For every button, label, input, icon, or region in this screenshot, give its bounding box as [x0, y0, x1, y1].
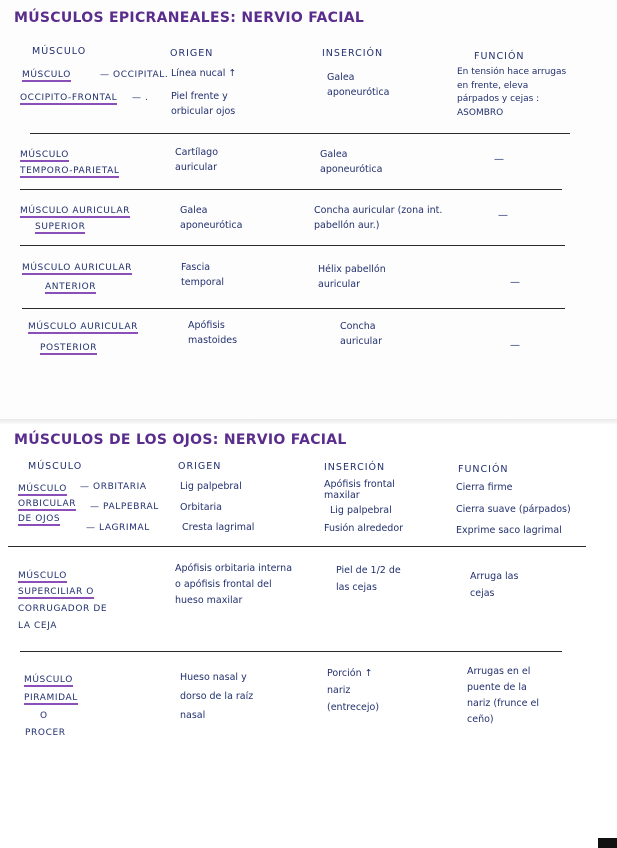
s2-row3-insertion: Porción ↑ nariz (entrecejo) — [327, 668, 380, 713]
s2-row1-origin-b: Orbitaria — [180, 502, 222, 513]
s2-row3-muscle-d: PROCER — [25, 728, 66, 738]
s2-row1-origin-a: Lig palpebral — [180, 481, 242, 492]
s2-row1-function-a: Cierra firme — [456, 482, 513, 493]
s2-row1-muscle-b: ORBICULAR — [18, 499, 77, 509]
s1-row2-insertion: Galea aponeurótica — [320, 149, 383, 175]
s2-row1-muscle-a: MÚSCULO — [18, 484, 67, 494]
s2-row1-insertion-a: Apófisis frontal maxilar — [324, 479, 395, 501]
scan-edge-mark — [598, 838, 617, 848]
s2-row1-branch-c: — LAGRIMAL — [86, 523, 150, 533]
s2-row2-origin: Apófisis orbitaria interna o apófisis frontal del hueso maxilar — [175, 563, 293, 606]
s1-row4-muscle-a: MÚSCULO AURICULAR — [22, 263, 132, 273]
s1-row5-origin: Apófisis mastoides — [188, 320, 238, 346]
section2-title — [14, 432, 347, 448]
s2-header-function: FUNCIÓN — [458, 464, 509, 475]
s1-row3-muscle-b: SUPERIOR — [35, 222, 86, 232]
section1-title-left: MÚSCULOS EPICRANEALES: — [14, 10, 237, 26]
s1-row1-function: En tensión hace arrugas en frente, eleva párpados y cejas : ASOMBRO — [457, 67, 567, 118]
s2-row2-divider — [20, 651, 562, 652]
s2-row3-muscle-c: O — [40, 711, 48, 721]
s2-row1-insertion-b: Lig palpebral — [330, 505, 392, 516]
s1-header-insertion: INSERCIÓN — [322, 48, 384, 59]
s1-row3-divider — [20, 245, 565, 246]
s1-row5-muscle-b: POSTERIOR — [40, 343, 98, 353]
s2-row2-muscle-c: CORRUGADOR DE — [18, 604, 108, 614]
s2-row1-insertion-c: Fusión alrededor — [324, 523, 404, 534]
s2-row1-branch-b: — PALPEBRAL — [90, 502, 159, 512]
s1-row4-function: — — [510, 277, 520, 288]
s1-row5-muscle-a: MÚSCULO AURICULAR — [28, 322, 138, 332]
s2-row1-branch-a: — ORBITARIA — [80, 482, 147, 492]
s1-row2-muscle-b: TEMPORO-PARIETAL — [20, 166, 120, 176]
s1-row2-origin: Cartílago auricular — [175, 147, 219, 173]
s1-row2-muscle-a: MÚSCULO — [20, 150, 69, 160]
s2-row3-origin: Hueso nasal y dorso de la raíz nasal — [180, 672, 254, 721]
s2-row2-insertion: Piel de 1/2 de las cejas — [336, 565, 401, 593]
section1-title — [14, 10, 364, 26]
s1-row1-muscle-a: MÚSCULO — [22, 70, 71, 80]
s1-row3-origin: Galea aponeurótica — [180, 205, 243, 231]
s2-row3-function: Arrugas en el puente de la nariz (frunce el ceño) — [467, 666, 539, 725]
s2-row3-muscle-b: PIRAMIDAL — [24, 693, 78, 703]
s2-row2-muscle-d: LA CEJA — [18, 621, 58, 631]
s2-row3-muscle-a: MÚSCULO — [24, 675, 73, 685]
s2-header-insertion: INSERCIÓN — [324, 462, 386, 473]
s1-row4-origin: Fascia temporal — [181, 262, 225, 288]
s1-row1-origin2: Piel frente y orbicular ojos — [171, 91, 236, 117]
s1-row4-muscle-b: ANTERIOR — [45, 282, 97, 292]
s1-row1-muscle-b: OCCIPITO-FRONTAL — [20, 93, 118, 103]
s1-row5-function: — — [510, 340, 520, 351]
s2-row2-muscle-b: SUPERCILIAR O — [18, 587, 94, 597]
s2-row1-divider — [8, 546, 586, 547]
s2-row1-function-c: Exprime saco lagrimal — [456, 525, 562, 536]
s1-row1-insertion: Galea aponeurótica — [327, 72, 390, 98]
s1-row5-insertion: Concha auricular — [340, 321, 382, 347]
section2-title-right: NERVIO FACIAL — [223, 432, 347, 448]
s2-header-muscle: MÚSCULO — [28, 461, 83, 472]
s1-row2-divider — [20, 189, 562, 190]
s1-row1-origin: Línea nucal ↑ — [171, 68, 237, 79]
s2-row1-origin-c: Cresta lagrimal — [182, 522, 255, 533]
s2-row1-function-b: Cierra suave (párpados) — [456, 504, 571, 515]
section2-title-left: MÚSCULOS DE LOS OJOS: — [14, 432, 219, 448]
s1-row1-branch-b: — . — [132, 93, 149, 103]
s1-header-function: FUNCIÓN — [474, 51, 525, 62]
s1-row4-divider — [22, 308, 565, 309]
section1-title-right: NERVIO FACIAL — [241, 10, 365, 26]
s1-row1-branch-a: — OCCIPITAL. — [100, 70, 169, 80]
s2-row2-function: Arruga las cejas — [470, 571, 519, 599]
s1-row4-insertion: Hélix pabellón auricular — [318, 264, 386, 290]
s2-row2-muscle-a: MÚSCULO — [18, 571, 67, 581]
s1-header-muscle: MÚSCULO — [32, 46, 87, 57]
s1-row1-divider — [30, 133, 570, 134]
s1-row3-function: — — [498, 210, 508, 221]
s1-row3-muscle-a: MÚSCULO AURICULAR — [20, 206, 130, 216]
s2-header-origin: ORIGEN — [178, 461, 222, 472]
s1-header-origin: ORIGEN — [170, 48, 214, 59]
s1-row3-insertion: Concha auricular (zona int. pabellón aur.) — [314, 205, 443, 231]
s2-row1-muscle-c: DE OJOS — [18, 514, 61, 524]
s1-row2-function: — — [494, 154, 504, 165]
